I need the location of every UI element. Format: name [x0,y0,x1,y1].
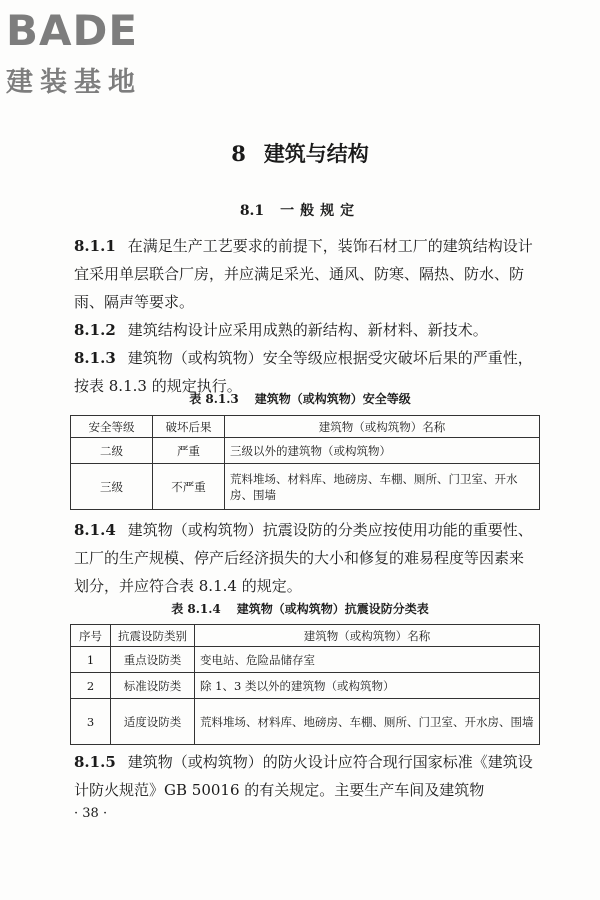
table-row [71,647,540,673]
table-813-title: 建筑物（或构筑物）安全等级 [254,392,411,406]
table-cell: 3 [71,699,111,745]
table-row [71,673,540,699]
table-cell: 变电站、危险品储存室 [195,647,540,673]
table-row [71,438,540,464]
section-number: 8.1 [239,203,265,219]
table-813 [70,415,540,510]
page-number: · 38 · [74,806,108,821]
clause-8-1-4 [74,516,536,600]
table-cell: 三级以外的建筑物（或构筑物） [225,438,540,464]
table-row [71,464,540,510]
clause-number: 8.1.3 [74,349,116,367]
table-header-cell: 序号 [71,625,111,647]
chapter-number: 8 [231,141,246,166]
table-814-title: 建筑物（或构筑物）抗震设防分类表 [236,602,429,616]
table-cell: 严重 [153,438,225,464]
clause-number: 8.1.2 [74,321,116,339]
clause-text: 建筑物（或构筑物）安全等级应根据受灾破坏后果的严重性，按表 8.1.3 的规定执行。 [74,349,533,395]
chapter-title: 建筑与结构 [263,141,369,166]
table-header-cell: 抗震设防类别 [111,625,195,647]
chapter-heading [0,138,600,168]
table-cell: 三级 [71,464,153,510]
table-row [71,699,540,745]
table-header-cell: 建筑物（或构筑物）名称 [225,416,540,438]
clause-8-1-1 [74,232,536,316]
logo-wordmark-text: BADE [6,6,139,55]
table-cell: 2 [71,673,111,699]
table-header-cell: 安全等级 [71,416,153,438]
table-814 [70,624,540,745]
table-cell: 除 1、3 类以外的建筑物（或构筑物） [195,673,540,699]
clause-8-1-5 [74,748,536,804]
clause-number: 8.1.4 [74,521,116,539]
clause-number: 8.1.1 [74,237,116,255]
table-814-number: 表 8.1.4 [171,602,221,616]
table-cell: 适度设防类 [111,699,195,745]
table-cell: 1 [71,647,111,673]
clause-text: 在满足生产工艺要求的前提下，装饰石材工厂的建筑结构设计宜采用单层联合厂房，并应满足采光、通风、防寒、隔热、防水、防雨、隔声等要求。 [74,237,533,311]
table-813-number: 表 8.1.3 [189,392,239,406]
clause-text: 建筑物（或构筑物）的防火设计应符合现行国家标准《建筑设计防火规范》GB 50016 的有关规定。主要生产车间及建筑物 [74,753,533,799]
table-cell: 标准设防类 [111,673,195,699]
section-heading [0,200,600,220]
table-header-row [71,625,540,647]
table-header-row [71,416,540,438]
clause-8-1-2 [74,316,536,344]
section-title: 一般规定 [280,203,361,219]
clause-number: 8.1.5 [74,753,116,771]
table-cell: 不严重 [153,464,225,510]
logo-subtitle: 建装基地 [6,67,142,98]
publisher-logo [6,6,176,99]
clause-text: 建筑物（或构筑物）抗震设防的分类应按使用功能的重要性、工厂的生产规模、停产后经济损失的大小和修复的难易程度等因素来划分，并应符合表 8.1.4 的规定。 [74,521,533,595]
table-cell: 荒料堆场、材料库、地磅房、车棚、厕所、门卫室、开水房、围墙 [195,699,540,745]
table-cell: 重点设防类 [111,647,195,673]
table-header-cell: 破坏后果 [153,416,225,438]
clause-text: 建筑结构设计应采用成熟的新结构、新材料、新技术。 [127,321,488,339]
table-header-cell: 建筑物（或构筑物）名称 [195,625,540,647]
table-814-caption [0,600,600,617]
table-813-caption [0,390,600,407]
table-cell: 二级 [71,438,153,464]
logo-wordmark [6,6,176,56]
table-cell: 荒料堆场、材料库、地磅房、车棚、厕所、门卫室、开水房、围墙 [225,464,540,510]
